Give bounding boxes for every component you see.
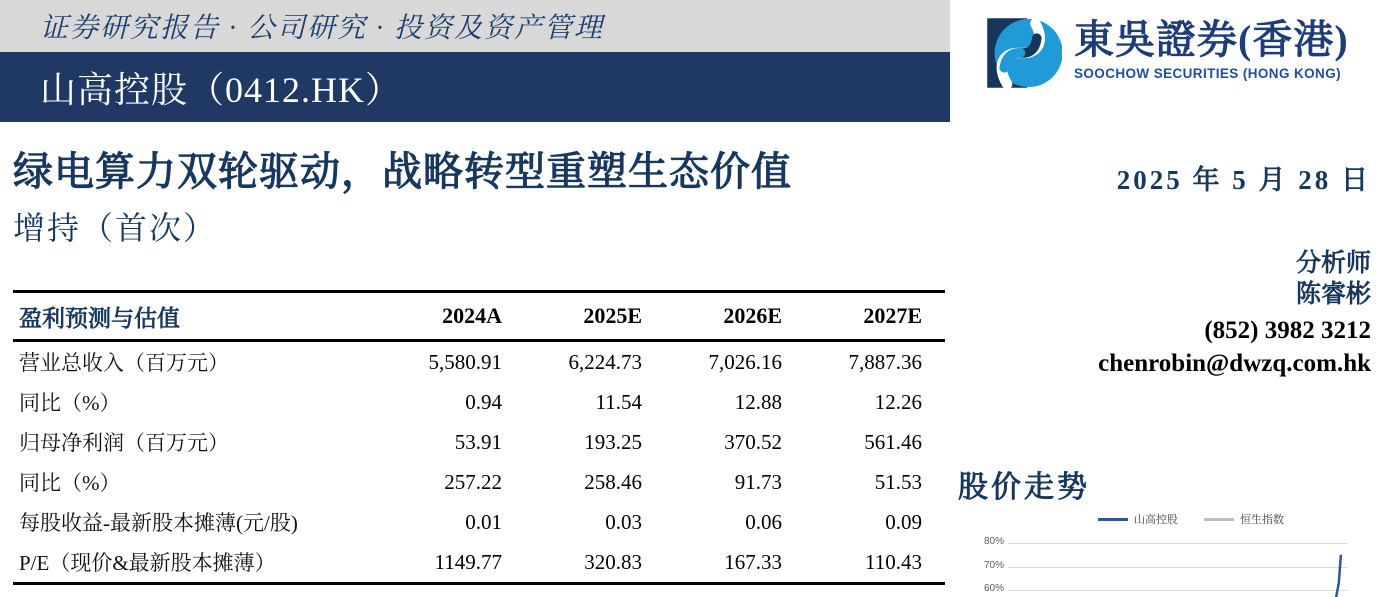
- price-chart-legend: [1098, 511, 1284, 527]
- row-label: 每股收益-最新股本摊薄(元/股): [19, 511, 298, 535]
- report-category-text: 证券研究报告 · 公司研究 · 投资及资产管理: [40, 13, 605, 44]
- year-header-2025e: 2025E: [583, 303, 642, 328]
- brand-name-zh: 東吳證券(香港): [1074, 17, 1349, 62]
- report-meta-column: [1098, 158, 1371, 380]
- report-date: 2025 年 5 月 28 日: [1116, 165, 1371, 195]
- brand-name-en: SOOCHOW SECURITIES (HONG KONG): [1074, 66, 1342, 81]
- analyst-email[interactable]: chenrobin@dwzq.com.hk: [1098, 350, 1371, 377]
- row-value: 257.22: [444, 469, 502, 494]
- table-row: [13, 422, 945, 462]
- year-header-2024a: 2024A: [442, 303, 502, 328]
- row-value: 0.94: [465, 389, 502, 414]
- row-value: 91.73: [734, 469, 782, 494]
- ytick-80: 80%: [983, 536, 1004, 547]
- row-label: P/E（现价&最新股本摊薄）: [19, 551, 276, 575]
- row-value: 7,026.16: [708, 349, 782, 374]
- row-value: 167.33: [724, 549, 782, 574]
- table-row: [13, 342, 945, 382]
- price-chart-heading: 股价走势: [958, 471, 1090, 504]
- row-label: 同比（%）: [19, 391, 121, 415]
- rating-line: 增持（首次）: [13, 210, 218, 246]
- year-header-2026e: 2026E: [723, 303, 782, 328]
- earnings-forecast-table: [13, 290, 945, 585]
- row-value: 258.46: [584, 469, 642, 494]
- row-value: 110.43: [865, 549, 922, 574]
- legend-line-icon-hsi: [1204, 518, 1234, 521]
- legend-label-hsi: 恒生指数: [1240, 514, 1284, 526]
- row-value: 193.25: [584, 429, 642, 454]
- legend-item-shangao: [1098, 511, 1178, 527]
- row-value: 0.06: [745, 509, 782, 534]
- price-chart: [958, 505, 1399, 597]
- table-row: [13, 502, 945, 542]
- row-label: 同比（%）: [19, 471, 121, 495]
- soochow-logo-mark-icon: [982, 16, 1062, 95]
- row-value: 320.83: [584, 549, 642, 574]
- table-row: [13, 542, 945, 582]
- row-value: 12.88: [734, 389, 782, 414]
- analyst-label: 分析师: [1295, 250, 1371, 277]
- legend-item-hsi: [1204, 511, 1284, 527]
- company-title-banner: [0, 52, 950, 122]
- legend-label-shangao: 山高控股: [1134, 514, 1178, 526]
- report-category-strip: [0, 0, 950, 52]
- row-value: 7,887.36: [848, 349, 922, 374]
- row-value: 370.52: [724, 429, 782, 454]
- ytick-60: 60%: [983, 583, 1004, 594]
- row-value: 51.53: [874, 469, 922, 494]
- row-value: 0.09: [885, 509, 922, 534]
- row-label: 营业总收入（百万元）: [19, 351, 229, 375]
- row-value: 6,224.73: [568, 349, 642, 374]
- table-row: [13, 382, 945, 422]
- legend-line-icon-shangao: [1098, 518, 1128, 521]
- analyst-name: 陈睿彬: [1295, 281, 1371, 308]
- row-value: 1149.77: [434, 549, 502, 574]
- brand-names: [1074, 16, 1349, 81]
- row-value: 561.46: [864, 429, 922, 454]
- table-body: [13, 342, 945, 582]
- year-header-2027e: 2027E: [863, 303, 922, 328]
- row-value: 0.03: [605, 509, 642, 534]
- ytick-70: 70%: [983, 559, 1004, 571]
- row-value: 12.26: [874, 389, 922, 414]
- row-value: 53.91: [454, 429, 502, 454]
- row-label: 归母净利润（百万元）: [19, 431, 229, 455]
- row-value: 5,580.91: [428, 349, 502, 374]
- table-title: 盈利预测与估值: [19, 305, 180, 331]
- soochow-logo: [982, 16, 1349, 95]
- report-title: 绿电算力双轮驱动，战略转型重塑生态价值: [13, 149, 792, 194]
- row-value: 0.01: [465, 509, 502, 534]
- row-value: 11.54: [595, 389, 642, 414]
- analyst-phone: (852) 3982 3212: [1204, 317, 1371, 344]
- table-header-row: [13, 293, 945, 342]
- price-chart-line: [1008, 535, 1348, 597]
- company-ticker-title: 山高控股（0412.HK）: [40, 69, 402, 110]
- table-row: [13, 462, 945, 502]
